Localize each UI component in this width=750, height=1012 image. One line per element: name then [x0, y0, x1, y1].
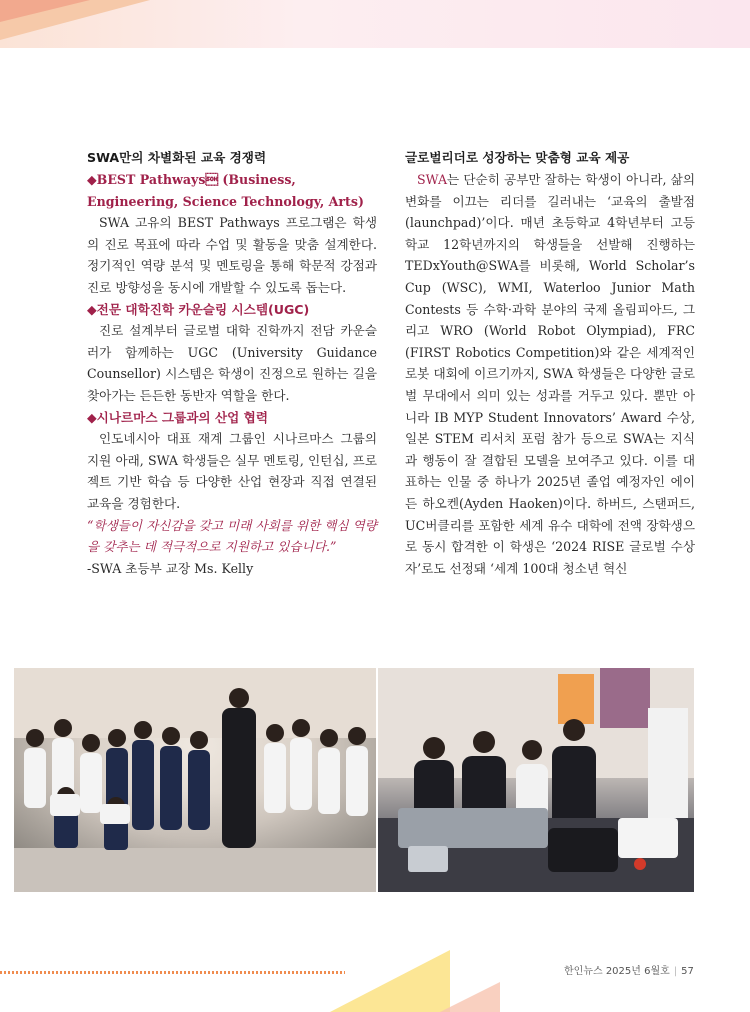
right-column-heading: 글로벌리더로 성장하는 맞춤형 교육 제공	[405, 150, 630, 165]
robotics-lab-illustration	[378, 668, 694, 892]
footer-separator: |	[673, 966, 678, 977]
footer-dotted-line	[0, 971, 345, 974]
section-best-pathways-title: ◆BEST Pathways (Business, Engineering, Science Technology, Arts)	[87, 172, 364, 209]
footer-decor-wedge	[330, 950, 450, 1012]
students-group-photo	[14, 668, 376, 892]
principal-quote: “학생들이 자신감을 갖고 미래 사회를 위한 핵심 역량을 갖추는 데 적극적으로 지원하고 있습니다.”	[87, 517, 377, 555]
footer-publication: 한인뉴스 2025년 6월호	[564, 966, 670, 977]
page-number: 57	[681, 966, 694, 977]
swa-accent: SWA	[417, 172, 448, 187]
footer-decor-wedge-small	[440, 982, 500, 1012]
left-column	[87, 147, 377, 579]
students-group-illustration	[14, 668, 376, 892]
left-column-heading: SWA만의 차별화된 교육 경쟁력	[87, 150, 267, 165]
section-best-pathways-body: SWA 고유의 BEST Pathways 프로그램은 학생의 진로 목표에 따라 수업 및 활동을 맞춤 설계한다. 정기적인 역량 분석 및 멘토링을 통해 학문적 강점과 진로 방향성을 동시에 개발할 수 있도록 돕는다.	[87, 215, 377, 295]
right-column-body	[405, 169, 695, 579]
section-ugc-title: ◆전문 대학진학 카운슬링 시스템(UGC)	[87, 301, 310, 317]
section-sinarmas-body: 인도네시아 대표 재계 그룹인 시나르마스 그룹의 지원 아래, SWA 학생들은 실무 멘토링, 인턴십, 프로젝트 기반 학습 등 다양한 산업 현장과 직접 연결된 교육을 경험한다.	[87, 431, 377, 511]
quote-signature: -SWA 초등부 교장 Ms. Kelly	[87, 560, 254, 576]
top-decor-wedge-inner	[0, 0, 90, 22]
right-column	[405, 147, 695, 579]
section-sinarmas-title: ◆시나르마스 그룹과의 산업 협력	[87, 409, 268, 425]
right-column-body-text: 는 단순히 공부만 잘하는 학생이 아니라, 삶의 변화를 이끄는 리더를 길러내는 ‘교육의 출발점(launchpad)’이다. 매년 초등학교 4학년부터 고등학교 12학년까지의 학생들을 선발해 진행하는 TEDxYouth@SWA를 비롯해, World Scholar’s Cup (WSC), WMI, Waterloo Junior Math Contests 등 수학·과학 분야의 국제 올림피아드, 그리고 WRO (World Robot Olympiad), FRC (FIRST Robotics Competition)와 같은 세계적인 로봇 대회에 이르기까지, SWA 학생들은 다양한 글로벌 무대에서 의미 있는 성과를 거두고 있다. 뿐만 아니라 IB MYP Student Innovators’ Award 수상, 일본 STEM 리서치 포럼 참가 등으로 SWA는 지식과 행동이 잘 결합된 모델을 보여주고 있다. 이를 대표하는 인물 중 하나가 2025년 졸업 예정자인 에이든 하오켄(Ayden Haoken)이다. 하버드, 스탠퍼드, UC버클리를 포함한 세계 유수 대학에 전액 장학생으로 동시 합격한 이 학생은 ‘2024 RISE 글로벌 수상자’로도 선정돼 ‘세계 100대 청소년 혁신	[405, 172, 695, 576]
page-footer	[564, 962, 694, 977]
robotics-lab-photo	[378, 668, 694, 892]
section-ugc-body: 진로 설계부터 글로벌 대학 진학까지 전담 카운슬러가 함께하는 UGC (University Guidance Counsellor) 시스템은 학생이 진정으로 원하는 길을 찾아가는 든든한 동반자 역할을 한다.	[87, 323, 377, 403]
